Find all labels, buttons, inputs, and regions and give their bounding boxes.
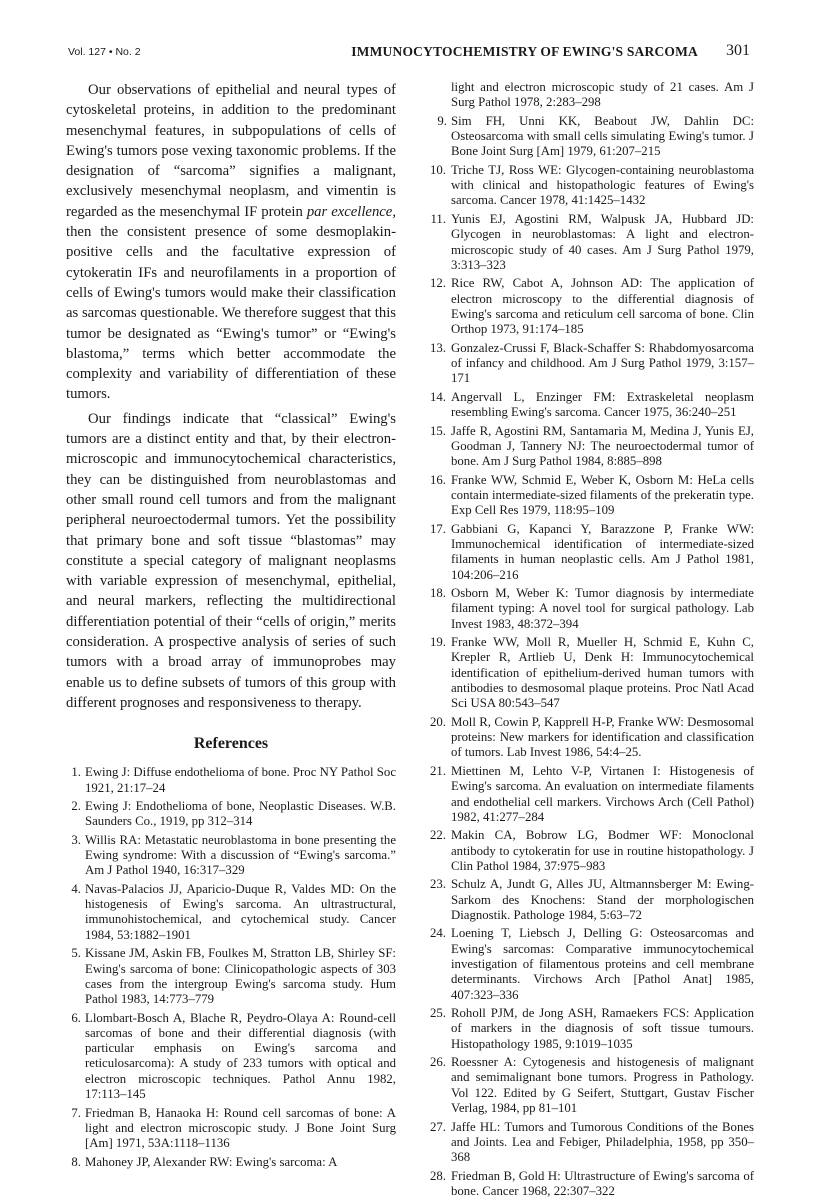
reference-list-left: [66, 765, 396, 1170]
reference-item: [66, 1106, 396, 1152]
reference-number: 1.: [71, 765, 81, 780]
reference-number: 10.: [430, 162, 446, 177]
reference-text: Friedman B, Hanaoka H: Round cell sarcomas of bone: A light and electron microscopic study. J Bone Joint Surg [Am] 1971, 53A:1118–1136: [85, 1105, 396, 1151]
reference-item: [432, 764, 754, 825]
reference-item: [432, 1055, 754, 1116]
reference-text: Navas-Palacios JJ, Aparicio-Duque R, Valdes MD: On the histogenesis of Ewing's sarcoma. An ultrastructural, immunohistochemical, and cytochemical study. Cancer 1984, 53:1882–1901: [85, 881, 396, 942]
reference-number: 17.: [430, 521, 446, 536]
reference-number: 2.: [71, 798, 81, 813]
reference-number: 9.: [437, 113, 447, 128]
reference-item: [66, 946, 396, 1007]
reference-number: 23.: [430, 877, 446, 892]
reference-number: 7.: [71, 1105, 81, 1120]
reference-text: Willis RA: Metastatic neuroblastoma in bone presenting the Ewing syndrome: With a discussion of “Ewing's sarcoma.” Am J Pathol 1940, 16:317–329: [85, 832, 396, 878]
reference-number: 8.: [71, 1154, 81, 1169]
reference-text: Kissane JM, Askin FB, Foulkes M, Stratton LB, Shirley SF: Ewing's sarcoma of bone: Clinicopathologic aspects of 303 cases from the intergroup Ewing's sarcoma study. Hum Pathol 1983, 14:773–779: [85, 946, 396, 1007]
reference-text: Moll R, Cowin P, Kapprell H-P, Franke WW: Desmosomal proteins: New markers for identification and classification of tumors. Lab Invest 1986, 54:4–25.: [451, 714, 754, 760]
reference-text: Roessner A: Cytogenesis and histogenesis of malignant and semimalignant bone tumors. Progress in Pathology. Vol 122. Edited by G Seifert, Stuttgart, Gustav Fischer Verlag, 1984, pp 81–101: [451, 1055, 754, 1116]
reference-text: Franke WW, Moll R, Mueller H, Schmid E, Kuhn C, Krepler R, Artlieb U, Denk H: Immunocytochemical identification of epithelium-derived human tumors with antibodies to desmosomal plaque proteins. Proc Natl Acad Sci USA 80:543–547: [451, 635, 754, 711]
volume-issue: Vol. 127 • No. 2: [68, 46, 141, 58]
reference-number: 6.: [71, 1010, 81, 1025]
italic-phrase: par excellence,: [306, 203, 396, 220]
reference-number: 26.: [430, 1055, 446, 1070]
discussion-paragraph-1: Our observations of epithelial and neural types of cytoskeletal proteins, in addition to the predominant mesenchymal features, in subpopulations of cells of Ewing's tumors pose vexing taxonomic problems. If the designation of “sarcoma” signifies a malignant, exclusively mesenchymal neoplasm, and vimentin is regarded as the mesenchymal IF protein par excellence, then the consistent presence of some desmoplakin-positive cells and the facultative expression of cytokeratin IFs and neurofilaments in a proportion of cells of Ewing's tumors would make their classification as sarcomas questionable. We therefore suggest that this tumor be designated as “Ewing's tumor” or “Ewing's blastoma,” terms which better accommodate the complexity and variability of differentiation of these tumors.: [66, 82, 396, 403]
reference-text: Mahoney JP, Alexander RW: Ewing's sarcoma: A: [85, 1154, 338, 1169]
reference-8-continuation: light and electron microscopic study of 21 cases. Am J Surg Pathol 1978, 2:283–298: [451, 80, 754, 110]
reference-item: [432, 715, 754, 761]
reference-text: Jaffe HL: Tumors and Tumorous Conditions of the Bones and Joints. Lea and Febiger, Philadelphia, 1958, pp 350–368: [451, 1119, 754, 1165]
reference-text: Yunis EJ, Agostini RM, Walpusk JA, Hubbard JD: Glycogen in neuroblastomas: A light and electron-microscopic study of 40 cases. Am J Surg Pathol 1979, 3:313–323: [451, 211, 754, 272]
reference-number: 12.: [430, 276, 446, 291]
reference-text: Gabbiani G, Kapanci Y, Barazzone P, Franke WW: Immunochemical identification of intermediate-sized filaments in human neoplastic cells. Am J Pathol 1981, 104:206–216: [451, 521, 754, 582]
reference-item: [432, 828, 754, 874]
reference-number: 28.: [430, 1168, 446, 1183]
reference-item: [432, 926, 754, 1002]
running-header: [68, 40, 750, 64]
reference-item: [432, 635, 754, 711]
reference-text: Schulz A, Jundt G, Alles JU, Altmannsberger M: Ewing-Sarkom des Knochens: Stand der morphologischen Diagnostik. Pathologe 1984, 5:63–72: [451, 877, 754, 922]
reference-item: [432, 341, 754, 387]
reference-number: 19.: [430, 635, 446, 650]
discussion-paragraph-2: Our findings indicate that “classical” Ewing's tumors are a distinct entity and that, by their electron-microscopic and immunocytochemical characteristics, they can be distinguished from neuroblastomas and other small round cell tumors and from the malignant peripheral neuroectodermal tumors. Yet the possibility that primary bone and soft tissue “blastomas” may constitute a special category of malignant neoplasms with variable expression of mesenchymal, epithelial, and neural markers, reflecting the multidirectional differentiation potential of their “cells of origin,” merits consideration. A prospective analysis of series of such tumors with a broad array of immunoprobes may enable us to define subsets of tumors of this group with different prognoses and responsiveness to therapy.: [66, 410, 396, 711]
reference-text: Jaffe R, Agostini RM, Santamaria M, Medina J, Yunis EJ, Goodman J, Tannery NJ: The neuroectodermal tumor of bone. Am J Surg Pathol 1984, 8:885–898: [451, 423, 754, 469]
reference-number: 25.: [430, 1006, 446, 1021]
reference-item: [432, 276, 754, 337]
reference-number: 27.: [430, 1119, 446, 1134]
reference-number: 5.: [71, 946, 81, 961]
reference-text: Ewing J: Endothelioma of bone, Neoplastic Diseases. W.B. Saunders Co., 1919, pp 312–314: [85, 798, 396, 829]
reference-item: [432, 163, 754, 209]
reference-item: [432, 212, 754, 273]
references-heading: References: [193, 735, 269, 753]
left-column: [66, 80, 396, 1173]
reference-item: [432, 424, 754, 470]
reference-number: 4.: [71, 881, 81, 896]
reference-text: Friedman B, Gold H: Ultrastructure of Ewing's sarcoma of bone. Cancer 1968, 22:307–322: [451, 1168, 754, 1198]
page-number: 301: [726, 42, 750, 59]
reference-item: [432, 390, 754, 421]
reference-number: 20.: [430, 714, 446, 729]
reference-item: [66, 799, 396, 830]
reference-text: Loening T, Liebsch J, Delling G: Osteosarcomas and Ewing's sarcomas: Comparative immunocytochemical investigation of filamentous proteins and cell membrane determinants. Virchows Arch [Pathol Anat] 1985, 407:323–336: [451, 926, 754, 1002]
running-title: IMMUNOCYTOCHEMISTRY OF EWING'S SARCOMA: [351, 44, 698, 59]
reference-item: [432, 877, 754, 923]
reference-number: 14.: [430, 389, 446, 404]
reference-item: [432, 473, 754, 519]
reference-number: 18.: [430, 586, 446, 601]
reference-number: 16.: [430, 472, 446, 487]
reference-number: 22.: [430, 828, 446, 843]
reference-text: Miettinen M, Lehto V-P, Virtanen I: Histogenesis of Ewing's sarcoma. An evaluation on intermediate filaments and endothelial cell markers. Virchows Arch (Cell Pathol) 1982, 41:277–284: [451, 763, 754, 824]
reference-text: Makin CA, Bobrow LG, Bodmer WF: Monoclonal antibody to cytokeratin for use in routine histopathology. J Clin Pathol 1984, 37:975–983: [451, 828, 754, 873]
reference-text: Sim FH, Unni KK, Beabout JW, Dahlin DC: Osteosarcoma with small cells simulating Ewing's tumor. J Bone Joint Surg [Am] 1979, 61:207–215: [451, 113, 754, 159]
reference-item: [432, 1006, 754, 1052]
right-column: [432, 80, 754, 1202]
reference-text: Franke WW, Schmid E, Weber K, Osborn M: HeLa cells contain intermediate-sized filaments of the prekeratin type. Exp Cell Res 1979, 118:95–109: [451, 472, 754, 518]
reference-text: Ewing J: Diffuse endothelioma of bone. Proc NY Pathol Soc 1921, 21:17–24: [85, 765, 396, 795]
reference-item: [432, 522, 754, 583]
reference-item: [66, 1011, 396, 1103]
reference-item: [432, 586, 754, 632]
reference-text: Roholl PJM, de Jong ASH, Ramaekers FCS: Application of markers in the diagnosis of soft tissue tumours. Histopathology 1985, 9:1019–1035: [451, 1006, 754, 1051]
reference-number: 24.: [430, 926, 446, 941]
reference-number: 13.: [430, 340, 446, 355]
reference-text: Osborn M, Weber K: Tumor diagnosis by intermediate filament typing: A novel tool for surgical pathology. Lab Invest 1983, 48:372–394: [451, 586, 754, 631]
reference-text: Triche TJ, Ross WE: Glycogen-containing neuroblastoma with clinical and histopathologic features of Ewing's sarcoma. Cancer 1978, 41:1425–1432: [451, 162, 754, 208]
reference-number: 15.: [430, 423, 446, 438]
reference-number: 11.: [430, 211, 446, 226]
reference-text: Llombart-Bosch A, Blache R, Peydro-Olaya A: Round-cell sarcomas of bone and their differential diagnosis (with particular emphasis on Ewing's sarcoma and reticulosarcoma): A study of 233 tumors with optical and electron microscopic techniques. Pathol Annu 1982, 17:113–145: [85, 1010, 396, 1102]
reference-list-right: [432, 114, 754, 1199]
reference-item: [66, 833, 396, 879]
reference-text: Rice RW, Cabot A, Johnson AD: The application of electron microscopy to the differential diagnosis of Ewing's sarcoma and reticulum cell sarcoma of bone. Clin Orthop 1973, 91:174–185: [451, 276, 754, 337]
reference-text: Angervall L, Enzinger FM: Extraskeletal neoplasm resembling Ewing's sarcoma. Cancer 1975, 36:240–251: [451, 389, 754, 420]
reference-item: [432, 1169, 754, 1200]
reference-number: 21.: [430, 763, 446, 778]
reference-item: [66, 882, 396, 943]
reference-item: [66, 1155, 396, 1170]
reference-item: [432, 114, 754, 160]
reference-item: [432, 1120, 754, 1166]
reference-number: 3.: [71, 832, 81, 847]
reference-item: [66, 765, 396, 796]
reference-text: Gonzalez-Crussi F, Black-Schaffer S: Rhabdomyosarcoma of infancy and childhood. Am J Surg Pathol 1979, 3:157–171: [451, 340, 754, 386]
